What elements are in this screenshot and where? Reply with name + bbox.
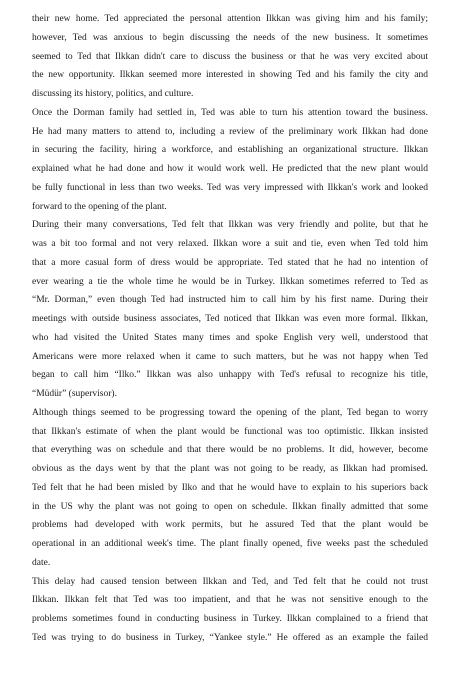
text-line: meetings with outside business associates, Ted noticed that Ilkkan was even more formal. Ilkkan, <box>32 314 428 324</box>
text-line: in the US why the plant was not going to open on schedule. Ilkkan finally admitted that some <box>32 501 428 512</box>
text-line: “Mr. Dorman,” even though Ted had instructed him to call him by his first name. During their <box>32 295 428 306</box>
text-line: that Ilkkan's estimate of when the plant would be functional was too optimistic. Ilkkan insisted <box>32 426 428 437</box>
text-line: “Müdür” (supervisor). <box>32 389 117 399</box>
text-line: Although things seemed to be progressing toward the opening of the plant, Ted began to worry <box>32 407 428 418</box>
text-line: that everything was on schedule and that there would be no problems. It did, however, become <box>32 445 428 456</box>
text-line: Ted felt that he had been misled by Ilko and that he would have to explain to his superiors back <box>32 482 428 493</box>
text-line: that a more casual form of dress would be appropriate. Ted stated that he had no intention of <box>32 257 428 268</box>
text-line: forward to the opening of the plant. <box>32 201 167 212</box>
text-line: date. <box>32 557 51 568</box>
text-line: explained what he had done and how it would work well. He predicted that the new plant would <box>32 164 428 174</box>
text-line: who had visited the United States many times and spoke English very well, understood that <box>32 332 428 343</box>
text-line: Ilkkan. Ilkkan felt that Ted was too impatient, and that he was not sensitive enough to the <box>32 595 428 606</box>
text-line: however, Ted was anxious to begin discussing the needs of the new business. It sometimes <box>32 32 428 43</box>
text-line: their new home. Ted appreciated the personal attention Ilkkan was giving him and his family; <box>32 14 428 24</box>
text-line: was a bit too formal and not very relaxed. Ilkkan wore a suit and tie, even when Ted told him <box>32 239 428 249</box>
text-line: seemed to Ted that Ilkkan didn't care to discuss the business or that he was very excited about <box>32 51 428 62</box>
text-line: He had many matters to attend to, including a review of the preliminary work Ilkkan had done <box>32 126 428 137</box>
text-line: discussing its history, politics, and culture. <box>32 89 194 99</box>
text-line: This delay had caused tension between Ilkkan and Ted, and Ted felt that he could not trust <box>32 576 428 587</box>
text-line: in securing the facility, hiring a workforce, and establishing an organizational structure. Ilkkan <box>32 145 428 156</box>
document-body-text <box>32 10 428 648</box>
text-line: ever wearing a tie the whole time he would be in Turkey. Ilkkan sometimes referred to Ted as <box>32 276 428 287</box>
text-line: During their many conversations, Ted felt that Ilkkan was very friendly and polite, but that he <box>32 220 428 231</box>
text-line: the new opportunity. Ilkkan seemed more interested in showing Ted and his family the city and <box>32 70 428 81</box>
text-line: problems had developed with work permits, but he assured Ted that the plant would be <box>32 520 428 531</box>
text-line: Americans were more relaxed when it came to such matters, but he was not happy when Ted <box>32 351 428 362</box>
text-line: operational in an additional week's time. The plant finally opened, five weeks past the scheduled <box>32 539 428 549</box>
text-line: problems sometimes found in conducting business in Turkey. Ilkkan complained to a friend that <box>32 614 428 624</box>
text-line: began to call him “Ilko.” Ilkkan was also unhappy with Ted's refusal to recognize his title, <box>32 370 428 381</box>
text-line: Ted was trying to do business in Turkey, “Yankee style.” He offered as an example the failed <box>32 632 428 643</box>
text-line: be fully functional in less than two weeks. Ted was very impressed with Ilkkan's work and looked <box>32 182 428 193</box>
text-line: obvious as the days went by that the plant was not going to be ready, as Ilkkan had promised. <box>32 464 428 474</box>
text-line: Once the Dorman family had settled in, Ted was able to turn his attention toward the business. <box>32 107 428 118</box>
